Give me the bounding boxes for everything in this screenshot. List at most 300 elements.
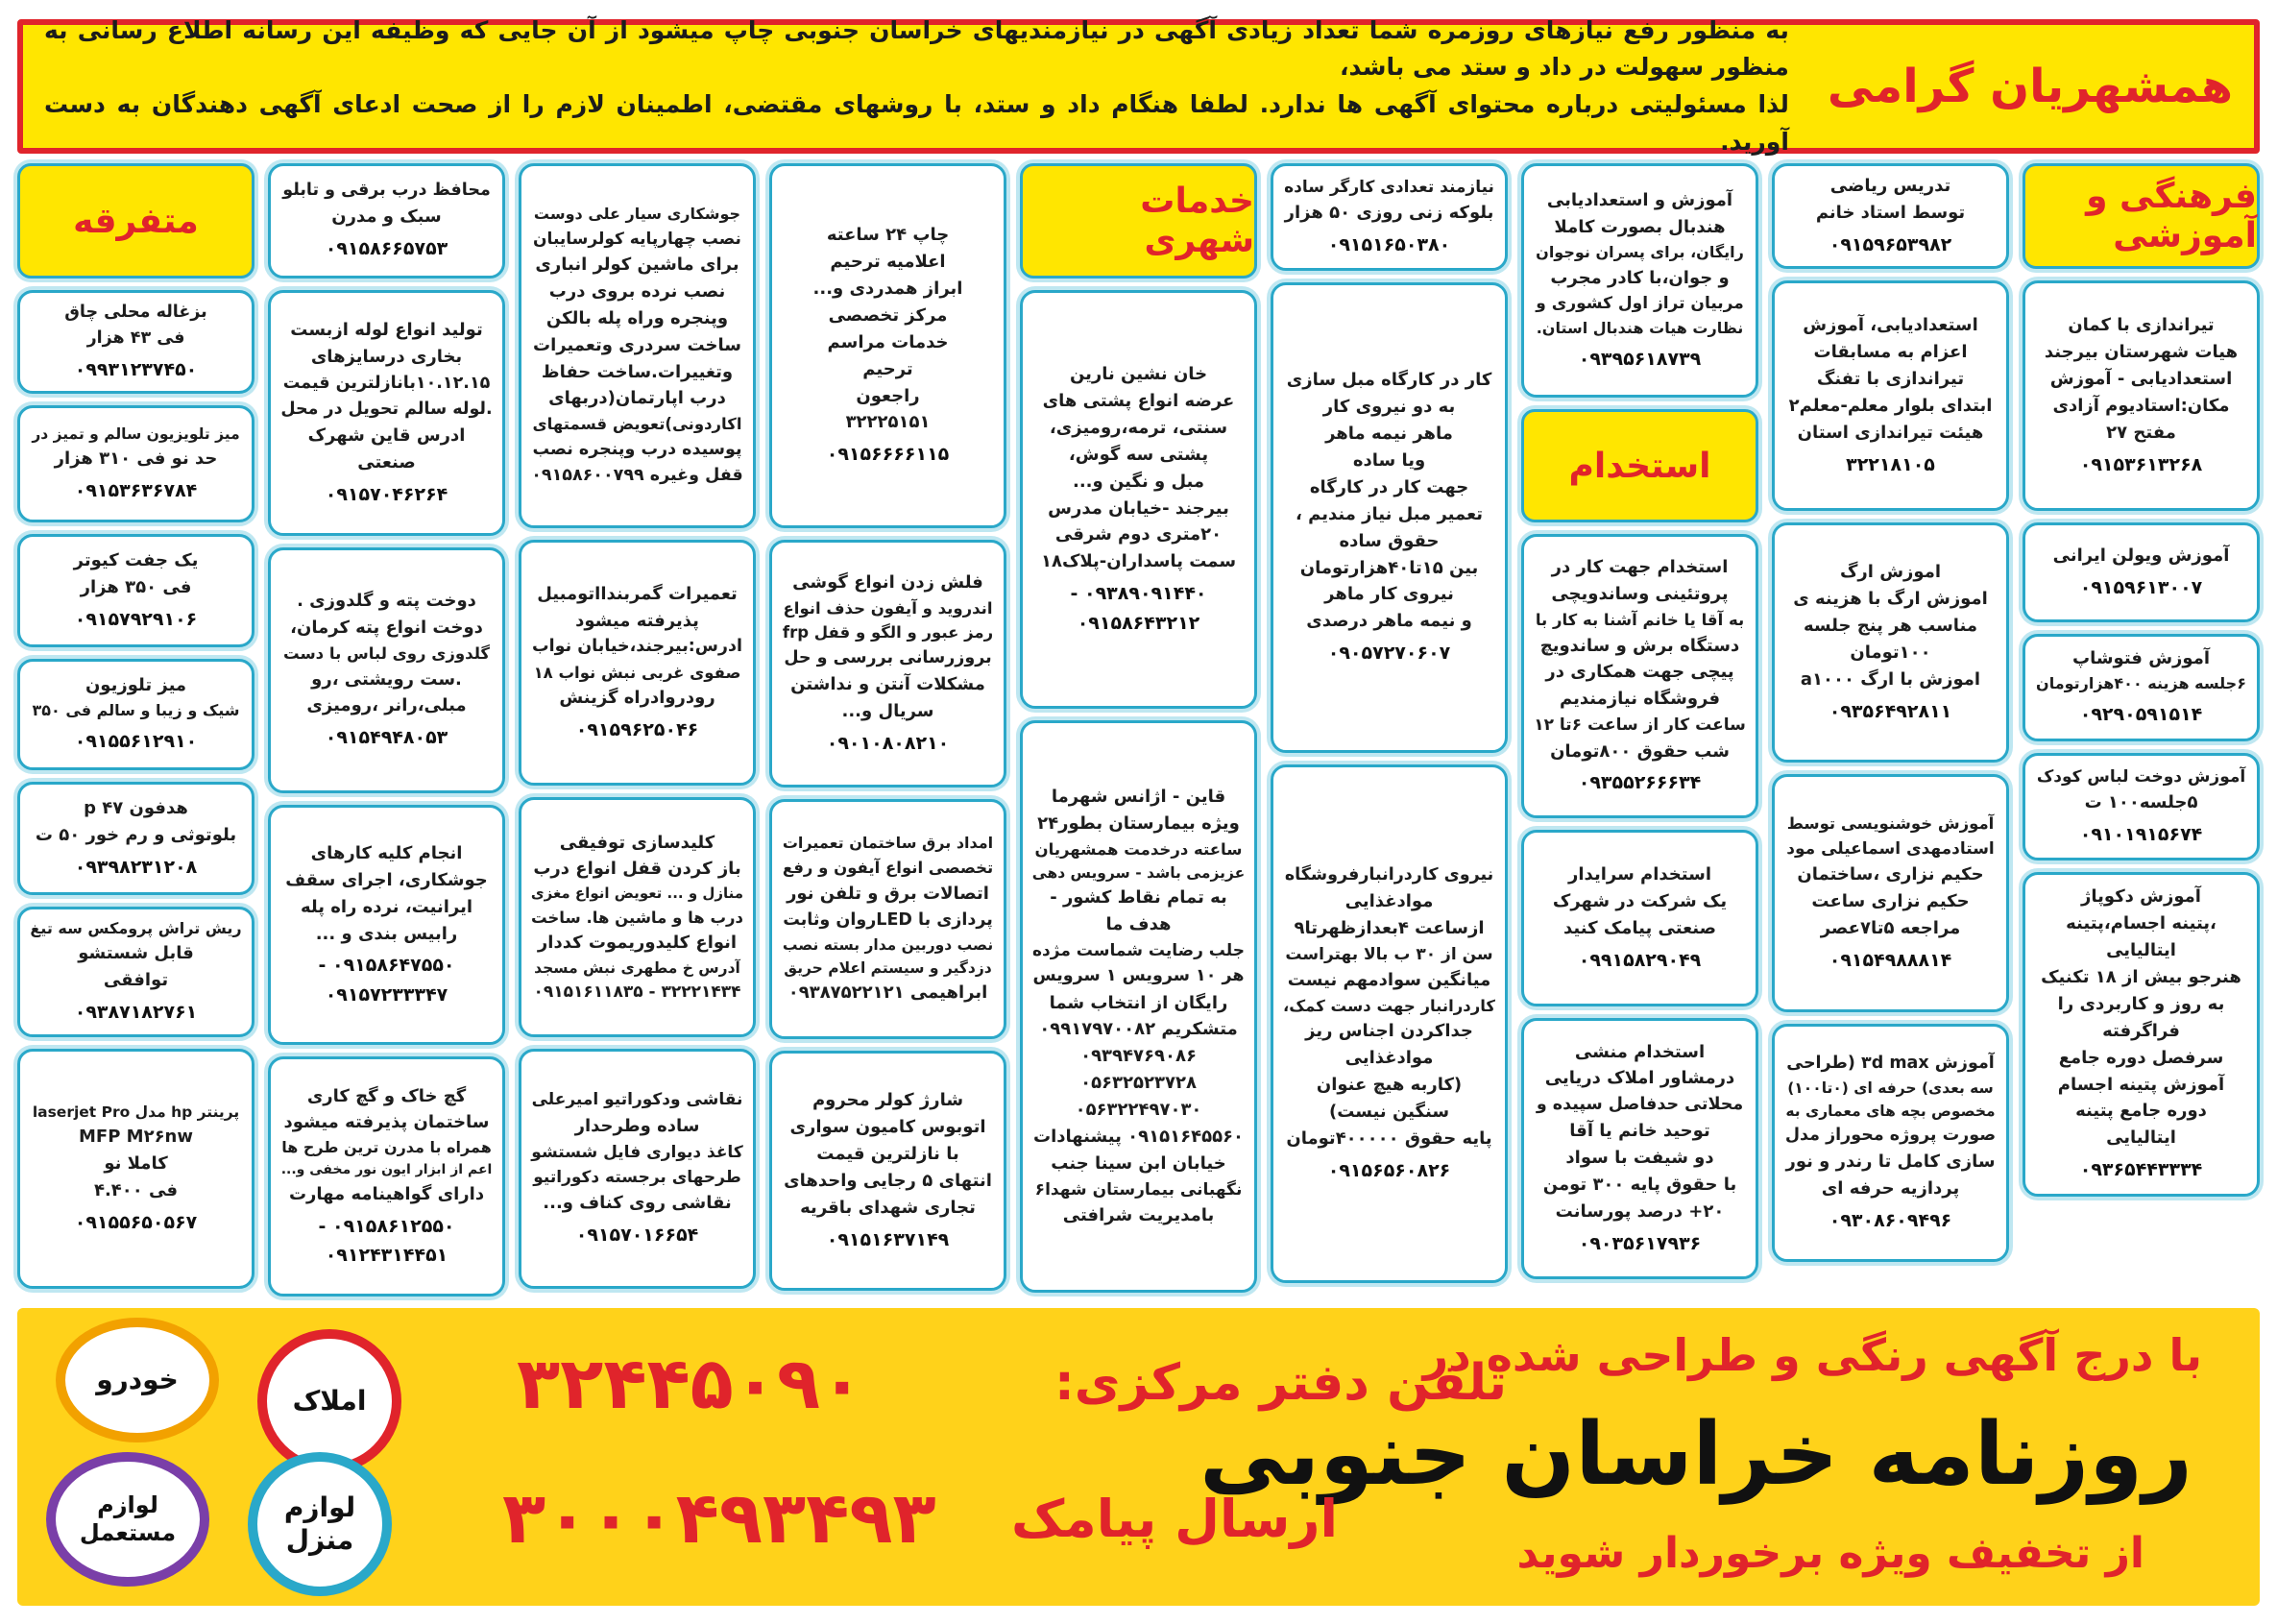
ad-body — [280, 588, 493, 719]
ad-phone: ۰۹۳۵۵۲۶۶۶۳۴ — [1578, 772, 1702, 794]
ad-line: قفل وغیره ۰۹۱۵۸۶۰۰۷۹۹ — [531, 466, 743, 486]
ad-line: شیک و زیبا و سالم فی ۳۵۰ — [32, 701, 240, 720]
ad-line: ۰۹۳۹۴۷۶۹۰۸۶ — [1080, 1046, 1197, 1067]
ad-line: مخصوص بچه های معماری به — [1785, 1102, 1996, 1120]
ad-line: نظارت هیات هندبال استان. — [1536, 318, 1744, 337]
ad-card — [1521, 830, 1758, 1006]
ad-line: کاملا نو — [104, 1152, 168, 1174]
ad-line: پردازی با LEDروان وثابت — [783, 909, 993, 930]
ad-line: کاردرانبار جهت دست کمک، — [1282, 996, 1495, 1015]
ad-line: ساده وطرحدار — [574, 1115, 700, 1136]
ad-line: ۳۲۲۲۱۴۳۴ - ۰۹۱۵۱۶۱۱۸۳۵ — [533, 982, 741, 1003]
ad-card — [268, 163, 505, 279]
ad-body — [30, 795, 242, 849]
ad-card — [769, 540, 1006, 788]
ad-line: اموزش ارگ — [1839, 562, 1942, 583]
ad-body — [30, 547, 242, 601]
ad-body — [1784, 312, 1997, 446]
ad-card — [1772, 774, 2009, 1012]
ad-line: وپنجره وراه پله بالکن — [545, 307, 729, 328]
ad-line: تعمیرات گمربندااتومبیل — [537, 583, 738, 604]
promo-footer — [17, 1308, 2260, 1606]
ad-phone: ۰۹۳۰۸۶۰۹۴۹۶ — [1829, 1209, 1952, 1231]
ad-line: توافقی — [103, 970, 169, 991]
ad-body — [280, 317, 493, 476]
ad-phone: ۰۹۱۵۹۶۵۳۹۸۲ — [1829, 233, 1952, 255]
ad-line: محلاتی حدفاصل سپیده و — [1536, 1095, 1744, 1115]
ad-card — [519, 540, 756, 786]
ad-line: فی ۴.۴۰۰ — [93, 1179, 179, 1200]
ad-line: اکاردونی)تعویض قسمتهای — [532, 415, 742, 434]
ad-line: صنعتی پیامک کنید — [1563, 917, 1716, 938]
ad-line: آموزش خوشنویسی توسط — [1786, 814, 1995, 834]
ad-line: بزغاله محلی چاق — [64, 302, 207, 322]
ad-line: انجام کلیه کارهای — [310, 842, 463, 863]
ad-phone: ۰۹۱۵۷۹۲۹۱۰۶ — [74, 608, 198, 630]
ad-line: متشکریم ۰۹۹۱۷۹۷۰۰۸۲ — [1039, 1019, 1238, 1040]
ad-line: نقاشی ودکوراتیو امیرعلی — [531, 1090, 743, 1110]
ad-line: ۰۹۱۵۱۶۴۵۵۶۰ پیشنهادات — [1032, 1127, 1245, 1148]
column-7 — [519, 163, 756, 1297]
ad-line: سبک و مدرن — [331, 206, 442, 228]
ad-line: ۰۵۶۳۲۵۲۳۷۲۸ — [1080, 1073, 1197, 1094]
ad-line: رمز عبور و الگو و قفل frp — [782, 623, 994, 642]
ad-body — [1784, 559, 1997, 692]
notice-line-1: به منظور رفع نیازهای روزمره شما تعداد زیادی آگهی در نیازمندیهای خراسان جنوبی چاپ میشود از آن جایی که وظیفه این رسانه اطلاع رسانی به منظور سهولت در داد و ستد می باشد، — [44, 15, 1789, 82]
ad-card — [17, 659, 254, 770]
ad-line: درب اپارتمان(دربهای — [548, 388, 726, 409]
ad-phone: ۰۹۱۵۹۶۲۵۰۴۶ — [575, 718, 699, 740]
ad-line: پرینتر hp مدل laserjet Pro — [32, 1103, 240, 1121]
ad-line: استخدام جهت کار در — [1551, 557, 1729, 578]
ad-card — [1020, 290, 1257, 709]
ad-phone: ۰۹۱۵۴۹۸۸۸۱۴ — [1829, 949, 1952, 971]
ad-line: حقوق ساده — [1339, 530, 1440, 551]
ad-body — [1534, 187, 1746, 341]
ad-card — [769, 163, 1006, 528]
ad-body — [1032, 361, 1245, 575]
ad-line: ساخت سردری وتعمیرات — [533, 334, 741, 355]
ad-phone: ۰۹۰۵۷۲۷۰۶۰۷ — [1327, 642, 1451, 665]
ad-line: به دو نیروی کار — [1322, 397, 1456, 418]
promo-line-1: با درج آگهی رنگی و طراحی شده در — [1422, 1329, 2202, 1381]
ad-line: استخدام منشی — [1574, 1041, 1706, 1062]
ad-phone: ۰۹۱۵۴۹۴۸۰۵۳ — [325, 727, 448, 749]
ad-line: منازل و ... تعویض انواع مغزی — [530, 885, 744, 903]
ad-line: مشکلات آنتن و نداشتن — [790, 673, 985, 694]
ad-body — [782, 570, 994, 725]
ad-body — [2035, 764, 2247, 816]
notice-title: همشهریان گرامی — [1827, 60, 2233, 113]
ad-line: موادغذایی — [1344, 1048, 1434, 1069]
ad-line: پروتئینی وساندویچی — [1551, 584, 1729, 605]
ad-line: ایتالیایی — [2106, 940, 2176, 961]
ad-line: کلیدسازی توفیقی — [559, 832, 715, 853]
ad-line: هیئت تیراندازی استان — [1797, 422, 1984, 443]
ad-body — [2035, 312, 2247, 446]
ad-line: آموزش فتوشاپ — [2071, 648, 2211, 669]
ad-line: به تمام نقاط کشور - — [1050, 887, 1227, 909]
ad-line: راجعون — [856, 385, 920, 406]
ad-phone: ۰۹۱۵۵۶۵۰۵۶۷ — [74, 1211, 198, 1233]
ad-line: فی ۴۳ هزار — [86, 327, 185, 348]
ad-line: کاغذ دیواری فایل شستشو — [531, 1142, 743, 1162]
ad-line: (کاربه هیچ عنوان — [1316, 1075, 1463, 1096]
ad-line: توسط استاد خانم — [1815, 202, 1966, 223]
ad-line: رابیس بندی و ... — [315, 923, 458, 944]
ad-card — [268, 1056, 505, 1297]
ad-line: نیازمند تعدادی کارگر ساده — [1284, 177, 1494, 197]
ad-body — [2035, 543, 2247, 570]
ad-line: اندروید و آیفون حذف انواع — [783, 598, 993, 618]
ad-line: بین ۱۵تا۴۰هزارتومان — [1299, 557, 1479, 578]
ad-line: موادغذایی — [1344, 890, 1434, 911]
ad-line: گلدوزی روی لباس با دست — [282, 644, 491, 664]
bubble-home-appliances: لوازم منزل — [248, 1452, 392, 1596]
sms-number: ۳۰۰۰۴۹۳۴۹۳ — [502, 1477, 936, 1560]
ad-phone: ۳۲۲۱۸۱۰۵ — [1846, 453, 1935, 475]
ad-phone: ۰۹۳۵۶۴۹۲۸۱۱ — [1829, 700, 1952, 722]
ad-card — [17, 907, 254, 1037]
ad-line: ۰۵۶۳۲۲۴۹۷۰۳۰ — [1075, 1100, 1202, 1121]
ad-line: پیچی جهت همکاری در — [1545, 662, 1734, 683]
ad-line: نصب دوربین مدار بسته نصب — [782, 935, 994, 954]
ad-line: میز تلوزیون — [85, 675, 187, 696]
central-phone-label: تلفن دفتر مرکزی: — [1054, 1354, 1508, 1412]
ad-line: سنتی، ترمه،رومیزی، — [1049, 417, 1228, 438]
ad-line: پذیرفته میشود — [575, 610, 699, 631]
ad-line: وتغییرات.ساخت حفاظ — [541, 361, 734, 382]
ad-line: امداد برق ساختمان تعمیرات — [782, 834, 994, 853]
ad-line: ،پتینه اجسام،پتینه — [2066, 913, 2216, 934]
ad-line: ابراهیمی ۰۹۳۸۷۵۲۲۱۲۱ — [787, 982, 988, 1003]
ad-card — [519, 163, 756, 528]
ad-body — [531, 1087, 743, 1217]
ad-phone: ۰۹۱۵۱۶۳۷۱۴۹ — [826, 1228, 950, 1250]
ad-card — [1020, 720, 1257, 1293]
ad-line: آموزش پتینه اجسام — [2057, 1074, 2225, 1095]
category-heading — [2023, 163, 2260, 269]
ad-line: باز کردن قفل انواع درب — [533, 859, 741, 880]
ad-line: ابتدای بلوار معلم-معلم۲ — [1788, 395, 1993, 416]
ad-line: پردازیه حرفه ای — [1821, 1177, 1960, 1199]
ad-phone: ۰۹۱۵۷۰۱۶۶۵۴ — [575, 1224, 699, 1247]
ad-line: هیات شهرستان بیرجند — [2044, 341, 2239, 362]
notice-line-2: لذا مسئولیتی درباره محتوای آگهی ها ندارد. لطفا هنگام داد و ستد، با روشهای مقتضی، اطمینان لازم را از صحت ادعای آگهی دهندگان به دست آورید. — [44, 90, 1789, 156]
ad-line: توحید خانم یا آقا — [1569, 1121, 1710, 1142]
ad-line: آموزش دوخت لباس کودک — [2036, 766, 2246, 787]
ad-line: سرفصل دوره جامع — [2058, 1047, 2224, 1068]
ad-line: مفتح ۲۷ — [2106, 422, 2176, 443]
ad-phone: ۰۹۳۸۹۰۹۱۴۴۰ - ۰۹۱۵۸۶۴۳۲۱۲ — [1070, 583, 1207, 634]
ad-line: اتصالات برق و تلفن نور — [787, 883, 989, 904]
ad-body — [1283, 175, 1495, 227]
ad-phone: ۰۹۰۱۰۸۰۸۲۱۰ — [826, 732, 950, 754]
ad-card — [2023, 753, 2260, 860]
ad-body — [2035, 884, 2247, 1151]
ad-line: به آقا یا خانم آشنا به کار با — [1535, 610, 1745, 629]
ad-line: رایگان، برای پسران نوجوان — [1536, 242, 1744, 261]
ad-line: نصب نرده بروی درب — [548, 280, 726, 302]
ad-body — [1784, 1051, 1997, 1202]
ad-body — [1283, 367, 1495, 635]
ad-card — [1271, 764, 1508, 1283]
ad-body — [1534, 861, 1746, 942]
ad-line: مراجعه ۵تا۷عصر — [1820, 917, 1961, 938]
ad-line: مکان:استادیوم آزادی — [2052, 395, 2230, 416]
ad-body — [280, 1083, 493, 1208]
ad-line: ایرانیت، نرده راه پله — [300, 896, 473, 917]
ad-phone: ۰۹۱۵۹۶۱۳۰۰۷ — [2079, 576, 2203, 598]
ad-line: هر ۱۰ سرویس ۱ سرویس — [1032, 966, 1245, 986]
ad-card — [1772, 522, 2009, 763]
ad-card — [1772, 280, 2009, 511]
ad-line: استخدام سرایدار — [1568, 863, 1711, 885]
ad-line: فراگرفته — [2102, 1020, 2180, 1041]
ad-line: دارای گواهینامه مهارت — [288, 1183, 485, 1204]
ad-line: میانگین سوادمهم نیست — [1287, 969, 1491, 990]
category-title: استخدام — [1568, 446, 1711, 486]
bubble-used-goods: لوازم مستعمل — [46, 1452, 209, 1587]
ad-line: استعدادیابی - آموزش — [2049, 368, 2233, 389]
ad-line: جهت کار در کارگاه — [1309, 476, 1469, 497]
ad-line: بلوتوثی و رم خور ۵۰ ت — [35, 824, 237, 845]
ad-line: ازساعت ۴بعدازظهرتا۹ — [1294, 917, 1485, 938]
ad-line: حد نو فی ۳۱۰ هزار — [54, 448, 218, 469]
ad-line: تیراندازی با تفنگ — [1816, 368, 1965, 389]
ad-line: ۶جلسه هزینه ۴۰۰هزارتومان — [2036, 674, 2246, 693]
ad-body — [782, 832, 994, 1006]
ad-line: دوخت انواع پته کرمان، — [290, 618, 483, 639]
ad-line: طرحهای برجسته دکوراتیو — [533, 1167, 741, 1187]
ad-card — [1521, 534, 1758, 818]
ad-line: مبلی،رانر ،رومیزی — [306, 695, 467, 716]
ad-line: جوشکاری، اجرای سقف — [285, 869, 488, 890]
ad-line: حکیم نزاری ،ساختمان — [1797, 863, 1984, 885]
ad-line: و نیمه ماهر درصدی — [1306, 611, 1472, 632]
ad-line: با نازلترین قیمت — [816, 1143, 959, 1164]
ad-line: پشتی سه گوش، — [1068, 444, 1209, 465]
ad-line: ساعت کار از ساعت ۶تا ۱۲ — [1534, 715, 1746, 736]
ad-phone: ۰۹۰۳۵۶۱۷۹۳۶ — [1578, 1233, 1702, 1255]
ad-phone: ۰۹۱۵۱۶۵۰۳۸۰ — [1327, 233, 1451, 255]
ad-card — [268, 290, 505, 536]
ad-line: شارژ کولر محروم — [811, 1090, 964, 1111]
ad-line: حکیم نزاری ساعت — [1811, 890, 1970, 911]
ad-phone: ۰۹۱۵۵۶۱۲۹۱۰ — [74, 731, 198, 753]
ad-card — [17, 290, 254, 394]
ad-line: یک جفت کیوتر — [73, 549, 199, 570]
ad-body — [531, 830, 743, 1006]
ad-card — [1521, 163, 1758, 398]
ad-line: استادمهدی اسماعیلی مود — [1786, 838, 1995, 859]
ad-line: دوره جامع پتینه — [2075, 1101, 2207, 1122]
ad-body — [30, 300, 242, 351]
category-heading — [1521, 409, 1758, 522]
ad-line: تولید انواع لوله ازبست — [290, 319, 483, 340]
ad-line: صفوی غربی نبش نواب ۱۸ — [533, 663, 741, 682]
notice-header — [17, 15, 2260, 156]
ad-line: همراه با مدرن ترین طرح ها — [281, 1138, 492, 1157]
ad-body — [2035, 645, 2247, 696]
ad-line: هنرجو بیش از ۱۸ تکنیک — [2041, 967, 2241, 988]
ad-line: تعمیر مبل نیاز مندیم ، — [1296, 503, 1483, 524]
ad-line: گچ خاک و گچ کاری — [306, 1085, 467, 1106]
ad-body — [1784, 812, 1997, 942]
ad-body — [531, 203, 743, 489]
ad-line: نگهبانی بیمارستان شهدا۶ — [1034, 1179, 1243, 1200]
promo-line-2: از تخفیف ویژه برخوردار شوید — [1516, 1529, 2144, 1578]
ad-line: محافظ درب برقی و تابلو — [282, 181, 491, 201]
ad-line: عرضه انواع پشتی های — [1042, 390, 1235, 411]
ad-line: هندبال بصورت کاملا — [1554, 216, 1726, 237]
ad-card — [1271, 163, 1508, 271]
ad-line: ۲۰متری دوم شرقی — [1054, 524, 1223, 545]
ad-line: ساعته درخدمت همشهریان — [1034, 839, 1243, 859]
ad-line: نیروی کاردرانبارفروشگاه — [1284, 864, 1494, 885]
ad-line: ۱۰.۱۲.۱۵بانازلترین قیمت — [282, 373, 491, 393]
ad-line: انتهای ۵ رجایی واحدهای — [784, 1170, 992, 1191]
ad-line: مربیان تراز اول کشوری و — [1536, 294, 1744, 314]
column-6 — [769, 163, 1006, 1297]
ad-line: فلش زدن انواع گوشی — [792, 571, 983, 593]
ad-line: شب حقوق ۸۰۰تومان — [1550, 740, 1730, 762]
ad-line: بخاری درسایزهای — [310, 346, 463, 367]
column-9 — [17, 163, 254, 1297]
ad-line: سنگین نیست) — [1328, 1102, 1450, 1123]
ad-card — [17, 405, 254, 522]
ad-phone: ۰۹۱۰۱۹۱۵۶۷۴ — [2079, 823, 2203, 845]
ad-phone: ۰۹۱۵۶۶۶۶۱۱۵ — [826, 444, 950, 466]
ad-line: تخصصی انواع آیفون و رفع — [782, 859, 994, 878]
ad-line: آموزش ویولن ایرانی — [2052, 545, 2230, 566]
bubble-vehicles: خودرو — [56, 1318, 219, 1442]
ad-line: .لوله سالم تحویل در محل — [280, 399, 493, 419]
ad-line: سه بعدی) حرفه ای (۰تا۱۰۰) — [1787, 1079, 1994, 1097]
ad-line: درب ها و ماشین ها. ساخت — [530, 908, 744, 927]
ad-line: میز تلویزیون سالم و تمیز در — [32, 424, 240, 443]
ad-line: رودروادراه گزینش — [559, 688, 715, 709]
ad-line: رایگان از انتخاب شما — [1049, 992, 1228, 1013]
ad-line: اتوبوس کامیون سواری — [789, 1116, 986, 1137]
ad-line: دو شیفت با سواد — [1565, 1148, 1714, 1169]
ad-line: جداکردن اجناس ریز — [1305, 1021, 1473, 1042]
notice-text — [44, 12, 1789, 161]
category-heading — [17, 163, 254, 279]
ad-line: ابراز همدردی و... — [812, 279, 963, 300]
ad-card — [1521, 1018, 1758, 1279]
ad-line: تجاری شهدای باقریه — [800, 1197, 976, 1218]
column-4 — [1271, 163, 1508, 1297]
ad-line: سریال و... — [841, 700, 934, 721]
ad-line: جلب رضایت شماست مژده — [1032, 941, 1245, 961]
ad-card — [17, 534, 254, 647]
ad-line: بلوکه زنی روزی ۵۰ هزار — [1284, 203, 1494, 224]
ad-card — [519, 1049, 756, 1289]
ad-line: یک شرکت در شهرک — [1552, 890, 1728, 911]
category-title: خدمات شهری — [1140, 182, 1254, 260]
ad-body — [30, 423, 242, 473]
ad-line: خیابان ابن سینا جنب — [1051, 1152, 1226, 1174]
ad-line: اعزام به مسابقات — [1813, 341, 1968, 362]
ad-card — [519, 797, 756, 1037]
ad-line: بیرجند -خیابان مدرس — [1048, 497, 1229, 519]
ad-phone: ۰۹۱۵۳۶۱۳۲۶۸ — [2079, 453, 2203, 475]
ad-phone: ۰۹۳۸۷۱۸۲۷۶۱ — [74, 1002, 198, 1024]
ad-line: درمشاور املاک دریایی — [1544, 1068, 1735, 1089]
ad-body — [280, 840, 493, 948]
ad-line: تیراندازی با کمان — [2068, 315, 2215, 336]
ad-line: قابل شستشو — [78, 943, 194, 964]
ad-line: ۲۰+ درصد پورسانت — [1555, 1201, 1725, 1223]
ad-line: عزیزمی باشد - سرویس دهی — [1031, 864, 1246, 883]
ad-card — [1772, 1024, 2009, 1262]
ad-line: پوسیده درب وپنجره نصب — [532, 439, 742, 459]
ad-line: دستگاه برش و ساندویچ — [1539, 635, 1740, 656]
ad-line: چاپ ۲۴ ساعته — [826, 225, 950, 246]
ad-line: ۱۰۰تومان — [1850, 642, 1931, 663]
ad-body — [30, 672, 242, 723]
ad-card — [769, 799, 1006, 1039]
ad-line: اعلامیه ترحیم — [830, 252, 946, 273]
ad-line: اموزش ارگ با هزینه ی — [1793, 588, 1988, 609]
ad-line: پایه حقوق ۴۰۰۰۰۰تومان — [1286, 1127, 1492, 1149]
bubble-real-estate: املاک — [257, 1329, 401, 1473]
ad-line: ایتالیایی — [2106, 1127, 2176, 1149]
ad-line: MFP M۲۶nw — [79, 1126, 193, 1147]
ad-line: خان نشین نارین — [1069, 364, 1208, 385]
ad-body — [1534, 554, 1746, 764]
ad-line: ویا ساده — [1352, 450, 1426, 472]
ad-line: نیروی کار ماهر — [1324, 584, 1454, 605]
ad-line: بروزرسانی بررسی و حل — [784, 647, 992, 667]
ad-line: آموزش و استعدادیابی — [1546, 190, 1733, 210]
ad-line: صورت پروژه محوراز مدل — [1784, 1125, 1997, 1145]
ad-body — [280, 178, 493, 230]
ad-body — [1784, 173, 1997, 227]
ad-line: ترحیم — [862, 358, 913, 379]
ad-line: ماهر نیمه ماهر — [1325, 424, 1453, 445]
ad-line: ویژه بیمارستان بطور۲۴ — [1037, 812, 1240, 834]
ad-line: استعدادیابی، آموزش — [1803, 315, 1978, 336]
ad-line: اعم از ابزار ایون نور مخفی و... — [280, 1162, 493, 1178]
ad-line: آدرس خ مطهری نبش مسجد — [534, 959, 740, 978]
ad-phone: ۰۹۱۵۶۵۶۰۸۲۶ — [1327, 1159, 1451, 1181]
ad-body — [782, 1087, 994, 1221]
ad-phone: ۰۹۳۶۵۴۴۳۳۳۴ — [2079, 1159, 2203, 1181]
ad-line: انواع کلیدوریموت کددار — [537, 933, 738, 954]
ad-line: برای ماشین کولر انباری — [535, 254, 739, 275]
ad-line: مناسب هر پنج جلسه — [1803, 615, 1978, 636]
ad-line: آموزش دکوپاژ — [2081, 886, 2201, 908]
column-3 — [1521, 163, 1758, 1297]
column-2 — [1772, 163, 2009, 1297]
ad-line: ادرس:بیرجند،خیابان نواب — [532, 637, 742, 657]
category-title: متفرقه — [73, 201, 199, 241]
ad-card — [17, 1049, 254, 1289]
ad-line: اموزش با ارگ a۱۰۰۰ — [1800, 668, 1981, 690]
ad-body — [30, 917, 242, 995]
ad-line: هدف ما — [1105, 914, 1172, 935]
ad-card — [2023, 280, 2260, 511]
ad-body — [782, 222, 994, 436]
column-5 — [1020, 163, 1257, 1297]
ad-line: هدفون p ۴۷ — [84, 797, 188, 818]
ad-line: آموزش ۳d max (طراحی — [1786, 1053, 1995, 1073]
ad-card — [1772, 163, 2009, 269]
ad-line: فروشگاه نیازمندیم — [1560, 689, 1720, 710]
central-phone-number: ۳۲۴۴۵۰۹۰ — [517, 1343, 864, 1425]
